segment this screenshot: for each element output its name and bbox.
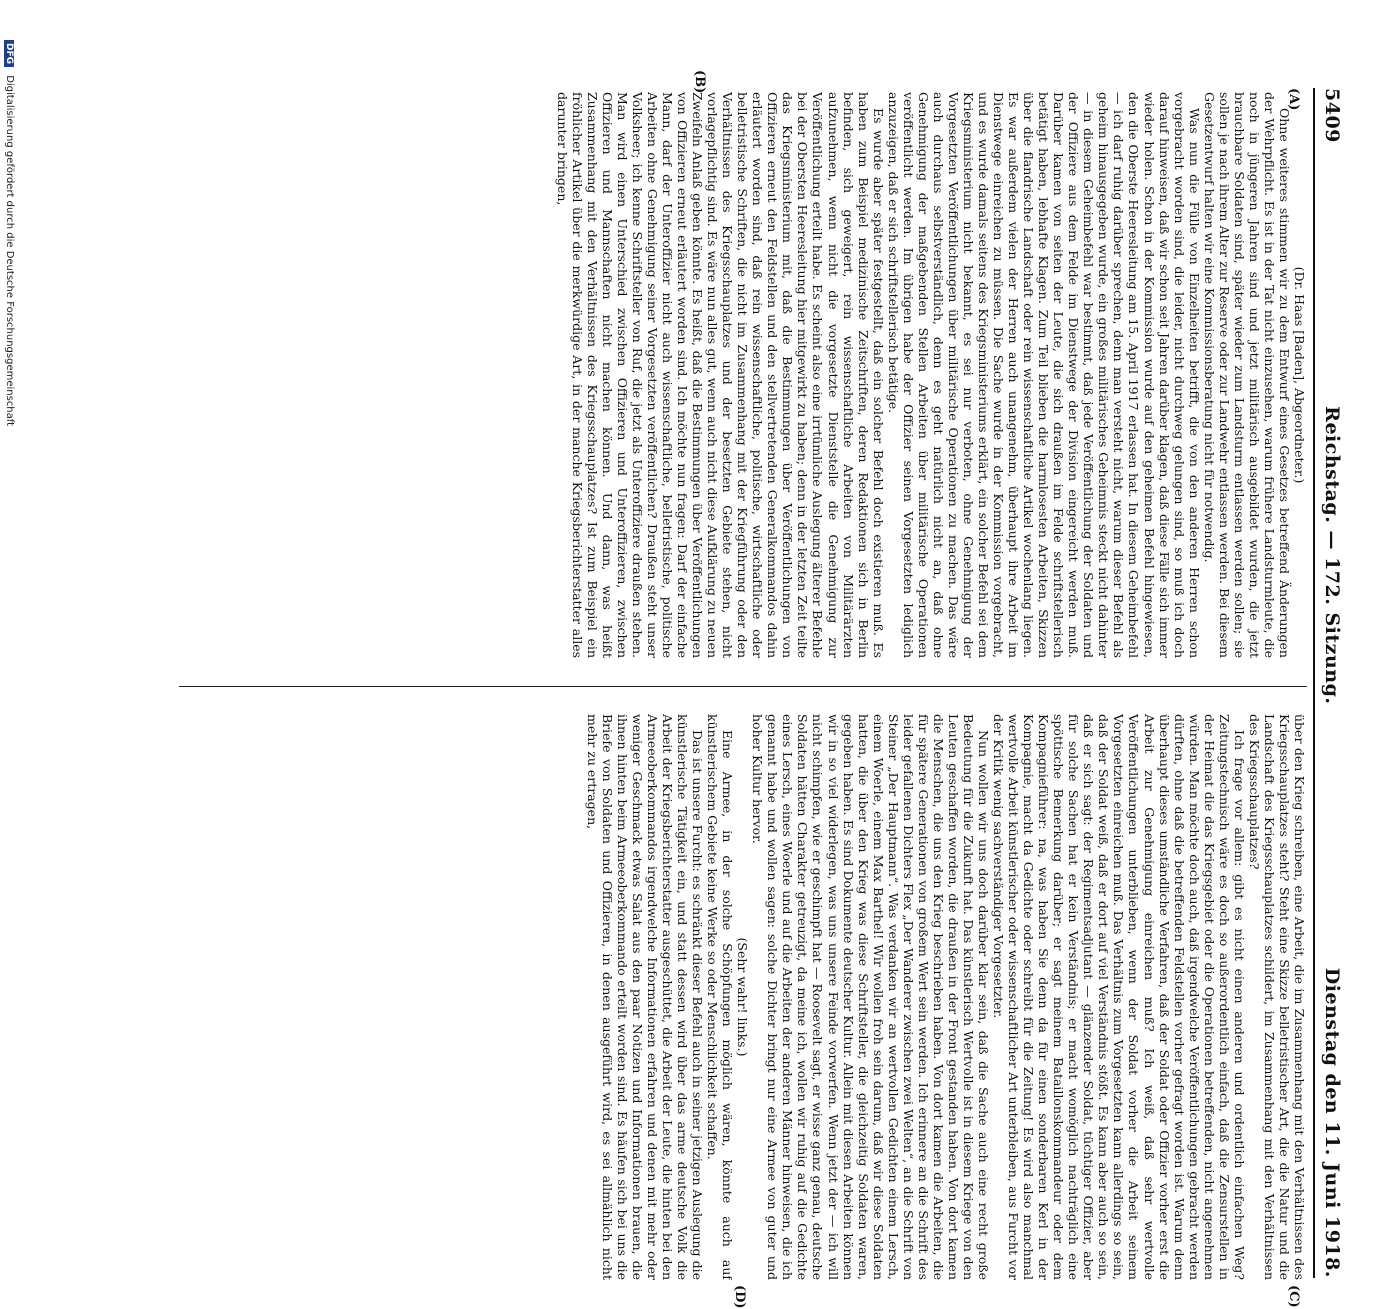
paragraph: Was nun die Fülle von Einzelheiten betrifft, die von den anderen Herren schon vorgebracht worden sind, die leider, nicht durchweg gelungen sind, so muß ich doch darauf hinweisen, daß wir schon seit Jahren darüber klagen, daß diese Fälle sich immer wieder holen. Schon in der Kommission wurde auf den geheimen Befehl hingewiesen, den die Oberste Heeresleitung am 15. April 1917 erlassen hat. In diesem Geheimbefehl — ich darf ruhig darüber sprechen, denn man versteht nicht, warum dieser Befehl als geheim hinausgegeben wurde, ein großes militärisches Geheimnis steckt nicht dahinter — in diesem Geheimbefehl war bestimmt, daß jede Veröffentlichung der Soldaten und der Offiziere aus dem Felde im Dienstwege der Division eingereicht werden muß. Darüber kamen von seiten der Leute, die sich draußen im Felde schriftstellerisch betätigt haben, lebhafte Klagen. Zum Teil blieben die harmlosesten Arbeiten, Skizzen über die flandrische Landschaft oder rein wissenschaftliche Artikel wochenlang liegen. Es war außerdem vielen der Herren auch unangenehm, überhaupt ihre Arbeit im Dienstwege einreichen zu müssen. Die Sache wurde in der Kommission vorgebracht, und es wurde damals seitens des Kriegsministeriums erklärt, ein solcher Befehl sei dem Kriegsministerium nicht bekannt, es sei nur verboten, ohne Genehmigung der Vorgesetzten Veröffentlichungen über militärische Operationen zu machen. Das wäre auch durchaus selbstverständlich, denn es geht natürlich nicht an, daß ohne Genehmigung der maßgebenden Stellen Arbeiten über militärische Operationen veröffentlicht werden. Im übrigen habe der Offizier seinen Vorgesetzten lediglich anzuzeigen, daß er sich schriftstellerisch betätige. [885, 92, 1202, 658]
page-date: Dienstag den 11. Juni 1918. [1321, 967, 1343, 1278]
paragraph: Ich frage vor allem: gibt es nicht einen anderen und ordentlich einfachen Weg? Zeitungstechnisch wäre es doch so außerordentlich einfach, daß die Zensurstellen in der Heimat die das Kriegsgebiet oder die Operationen betreffenden, nicht angenehmen würden. Man möchte doch auch, daß irgendwelche Veröffentlichungen gebracht werden dürften, ohne daß die betreffenden Feldstellen vorher gefragt worden ist. Warum denn überhaupt dieses umständliche Verfahren, daß der Soldat oder Offizier vorher erst die Arbeit zur Genehmigung einreichen muß? Ich weiß, daß sehr wertvolle Veröffentlichungen unterblieben, wenn der Soldat vorher die Arbeit seinem Vorgesetzten einreichen muß. Das Verhältnis zum Vorgesetzten kann allerdings so sein, daß der Soldat weiß, daß er dort auf viel Verständnis stößt. Es kann aber auch so sein, daß er sich sagt: der Regimentsadjutant — glänzender Soldat, tüchtiger Offizier, aber für solche Sachen hat er kein Verständnis; er macht womöglich nachträglich eine spöttische Bemerkung darüber; er sagt meinem Bataillonskommandeur oder dem Kompagnieführer: na, was haben Sie denn da für einen sonderbaren Kerl in der Kompagnie, macht da Gedichte oder schreibt für die Zeitung! Es wird also manchmal wertvolle Arbeit künstlerischer oder wissenschaftlicher Art unterbleiben, aus Furcht vor der Kritik wenig sachverständiger Vorgesetzter. [991, 714, 1247, 1280]
interjection: (Sehr wahr! links.) [735, 937, 751, 1057]
column-divider [179, 686, 1307, 687]
paragraph: Nun wollen wir uns doch darüber klar sein, daß die Sache auch eine recht große Bedeutung für die Zukunft hat. Das künstlerisch Wertvolle ist in diesem Kriege von den Leuten geschaffen worden, die draußen in der Front gestanden haben. Von dort kamen die Menschen, die uns den Krieg beschrieben haben. Von dort kamen die Arbeiten, die für spätere Generationen von großem Wert sein werden. Ich erinnere an die Schrift des leider gefallenen Dichters Flex „Der Wanderer zwischen zwei Welten“, an die Schrift von Steiner „Der Hauptmann“. Was verdanken wir an wertvollen Gedichten einem Lersch, einem Woerle, einem Max Barthel! Wir wollen froh sein darum, daß wir diese Soldaten hatten, die über den Krieg was diese Schriftsteller, die gleichzeitig Soldaten waren, gegeben haben. Es sind Dokumente deutscher Kultur. Allein mit diesen Arbeiten können wir in so viel widerlegen, was uns unsere Feinde vorwerfen. Wenn jetzt der — ich will nicht schimpfen, wie er geschimpft hat — Roosevelt sagt, er wisse ganz genau, deutsche Soldaten hätten Charakter getreuzigt, da meine ich, wollen wir ruhig auf die Gedichte eines Lersch, eines Woerle und auf die Arbeiten der anderen Männer hinweisen, die ich genannt habe und wollen sagen: solche Dichter bringt nur eine Armee von guter und hoher Kultur hervor. [750, 714, 992, 1280]
paragraph: Eine Armee, in der solche Schöpfungen möglich wären, könnte auch auf künstlerischem Gebiete keine Werke so oder Menschlichkeit schaffen. [705, 714, 736, 1280]
header-rule [1313, 88, 1315, 1278]
paragraph: Es wurde aber später festgestellt, daß ein solcher Befehl doch existieren muß. Es haben zum Beispiel medizinische Zeitschriften, deren Redaktionen sich in Berlin befinden, sich geweigert, rein wissenschaftliche Arbeiten von Militärärzten aufzunehmen, wenn nicht die vorgesetzte Dienststelle die Genehmigung zur Veröffentlichung erteilt habe. Es scheint also eine irrtümliche Auslegung älterer Befehle bei der Obersten Heeresleitung hier mitgewirkt zu haben; denn in der letzten Zeit teilte das Kriegsministerium mit, daß die Bestimmungen über Veröffentlichungen von Offizieren erneut den Feldstellen und den stellvertretenden Generalkommandos dahin erläutert worden sind, daß rein wissenschaftliche, politische, wirtschaftliche oder belletristische Schriften, die nicht im Zusammenhang mit der Kriegführung oder den Verhältnissen des Kriegsschauplatzes und der besetzten Gebiete stehen, nicht vorlagepflichtig sind. Es wäre nun alles gut, wenn auch nicht diese Aufklärung zu neuen Zweifeln Anlaß geben könnte. Es heißt, daß die Bestimmungen über Veröffentlichungen von Offizieren erneut erläutert worden sind. Ich möchte nun fragen: Darf der einfache Mann, darf der Unteroffizier nicht auch wissenschaftliche, belletristische, politische Arbeiten ohne Genehmigung seiner Vorgesetzten veröffentlichen? Draußen steht unser Volksheer; ich kenne Schriftsteller von Ruf, die jetzt als Unteroffiziere draußen stehen. Man wird einen Unterschied zwischen Offizieren und Unteroffizieren, zwischen Offizieren und Mannschaften nicht machen können. Und dann, was heißt Zusammenhang mit den Verhältnissen des Kriegsschauplatzes? Ist zum Beispiel ein fröhlicher Artikel über die merkwürdige Art, in der manche Kriegsberichterstatter alles darunter bringen, [554, 92, 886, 658]
footer-text: Digitalisierung gefördert durch die Deutsche Forschungsgemeinschaft [4, 75, 15, 427]
page-title: Reichstag. — 172. Sitzung. [1321, 406, 1343, 705]
paragraph: Das ist unsere Furcht: es schränkt dieser Befehl auch in seiner jetzigen Auslegung die künstlerische Tätigkeit ein, und statt dessen wird über das arme deutsche Volk die Arbeit der Kriegsberichterstatter ausgeschüttet, die Arbeit der Leute, die hinten bei den Armeeoberkommandos irgendwelche Informationen erfahren und denen mit mehr oder weniger Geschmack etwas Salat aus den paar Notizen und Informationen brauen, die ihnen hinten beim Armeeoberkommando erteilt worden sind. Es häufen sich bei uns die Briefe von Soldaten und Offizieren, in denen ausgeführt wird, es sei allmählich nicht mehr zu ertragen, [584, 714, 706, 1280]
paragraph: Ohne weiteres stimmen wir zu dem Entwurf eines Gesetzes betreffend Änderungen der Wehrpflicht. Es ist in der Tat nicht einzusehen, warum frühere Landsturmleute, die noch in jüngeren Jahren sind und jetzt militärisch ausgebildet wurden, die jetzt brauchbare Soldaten sind, später wieder zum Landsturm entlassen werden sollen; sie sollen je nach ihrem Alter zur Reserve oder zur Landwehr entlassen werden. Bei diesem Gesetzentwurf halten wir eine Kommissionsberatung nicht für notwendig. [1201, 92, 1292, 658]
right-column [177, 714, 1307, 1280]
margin-mark-a: (A) [1286, 88, 1301, 111]
left-column [177, 92, 1307, 658]
funding-footer [4, 40, 15, 426]
dfg-logo: DFG [4, 40, 14, 67]
margin-mark-c: (C) [1286, 1285, 1301, 1308]
page-header [1317, 88, 1343, 1278]
page-number: 5409 [1321, 88, 1343, 143]
speaker-line: (Dr. Haas [Baden], Abgeordneter.) [1292, 266, 1307, 484]
margin-mark-d: (D) [732, 1285, 747, 1309]
paragraph: über den Krieg schreiben, eine Arbeit, die im Zusammenhang mit den Verhältnissen des Kriegsschauplatzes steht? Steht eine Skizze belletristischer Art, die die Natur und die Landschaft des Kriegsschauplatzes schildert, im Zusammenhang mit den Verhältnissen des Kriegsschauplatzes? [1246, 714, 1307, 1280]
margin-mark-b: (B) [692, 70, 707, 94]
